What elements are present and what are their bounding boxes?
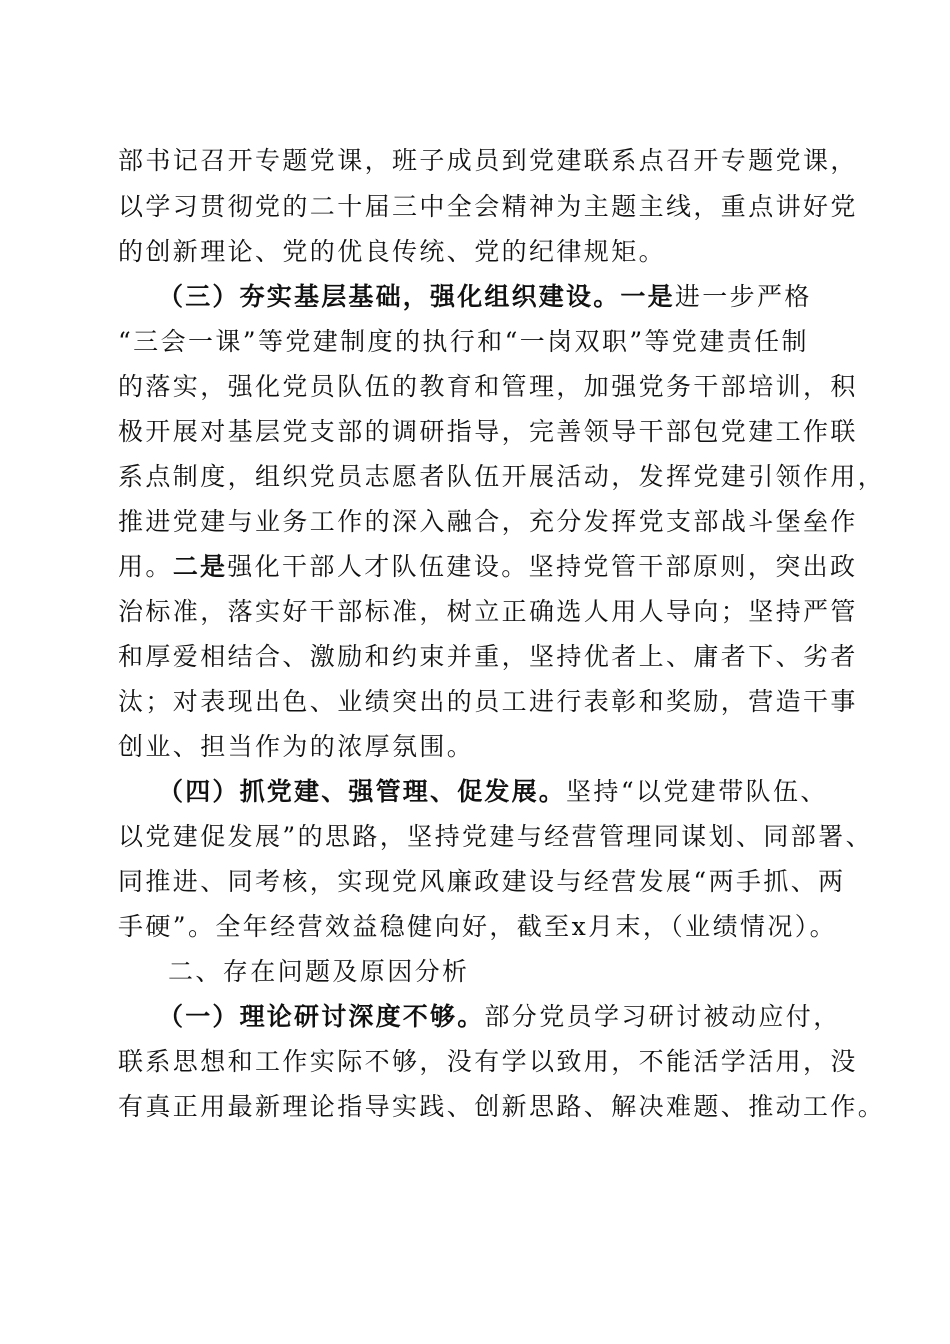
text-line: 系点制度，组织党员志愿者队伍开展活动，发挥党建引领作用， bbox=[118, 462, 886, 491]
paragraph-section-4 bbox=[158, 770, 834, 814]
text-run: 强化干部人才队伍建设。坚持党管干部原则，突出政 bbox=[227, 552, 858, 581]
paragraph-section-3 bbox=[158, 275, 834, 319]
text-run: 用。 bbox=[118, 552, 173, 581]
text-line: 以党建促发展”的思路，坚持党建与经营管理同谋划、同部署、 bbox=[118, 822, 873, 851]
text-line: 推进党建与业务工作的深入融合，充分发挥党支部战斗堡垒作 bbox=[118, 507, 858, 536]
text-line: 的创新理论、党的优良传统、党的纪律规矩。 bbox=[118, 237, 667, 266]
text-line bbox=[118, 545, 858, 589]
text-line: 手硬”。全年经营效益稳健向好，截至x月末，（业绩情况）。 bbox=[118, 912, 838, 941]
problem-1-title: （一）理论研讨深度不够。 bbox=[158, 1002, 485, 1031]
text-line: 同推进、同考核，实现党风廉政建设与经营发展“两手抓、两 bbox=[118, 867, 846, 896]
text-line: 以学习贯彻党的二十届三中全会精神为主题主线，重点讲好党 bbox=[118, 192, 858, 221]
text-line: 创业、担当作为的浓厚氛围。 bbox=[118, 732, 475, 761]
text-run: 部分党员学习研讨被动应付， bbox=[484, 1002, 841, 1031]
second-point-label: 二是 bbox=[172, 552, 228, 581]
text-line: 部书记召开专题党课，班子成员到党建联系点召开专题党课， bbox=[118, 146, 858, 175]
text-run: 进一步严格 bbox=[674, 282, 812, 311]
section-4-title: （四）抓党建、强管理、促发展。 bbox=[158, 777, 567, 806]
text-line: 治标准，落实好干部标准，树立正确选人用人导向；坚持严管 bbox=[118, 597, 858, 626]
paragraph-problem-1 bbox=[158, 995, 841, 1039]
text-line: 汰；对表现出色、业绩突出的员工进行表彰和奖励，营造干事 bbox=[118, 687, 858, 716]
text-line: 的落实，强化党员队伍的教育和管理，加强党务干部培训，积 bbox=[118, 372, 858, 401]
text-line: 有真正用最新理论指导实践、创新思路、解决难题、推动工作。 bbox=[118, 1092, 886, 1121]
text-line: 联系思想和工作实际不够，没有学以致用，不能活学活用，没 bbox=[118, 1047, 858, 1076]
section-3-title: （三）夯实基层基础，强化组织建设。 bbox=[158, 282, 621, 311]
first-point-label: 一是 bbox=[620, 282, 675, 311]
section-heading-part-2: 二、存在问题及原因分析 bbox=[168, 957, 470, 986]
text-run: 坚持“以党建带队伍、 bbox=[566, 777, 828, 806]
text-line: 和厚爱相结合、激励和约束并重，坚持优者上、庸者下、劣者 bbox=[118, 642, 858, 671]
text-line: 极开展对基层党支部的调研指导，完善领导干部包党建工作联 bbox=[118, 417, 858, 446]
text-line: “三会一课”等党建制度的执行和“一岗双职”等党建责任制 bbox=[118, 327, 809, 356]
